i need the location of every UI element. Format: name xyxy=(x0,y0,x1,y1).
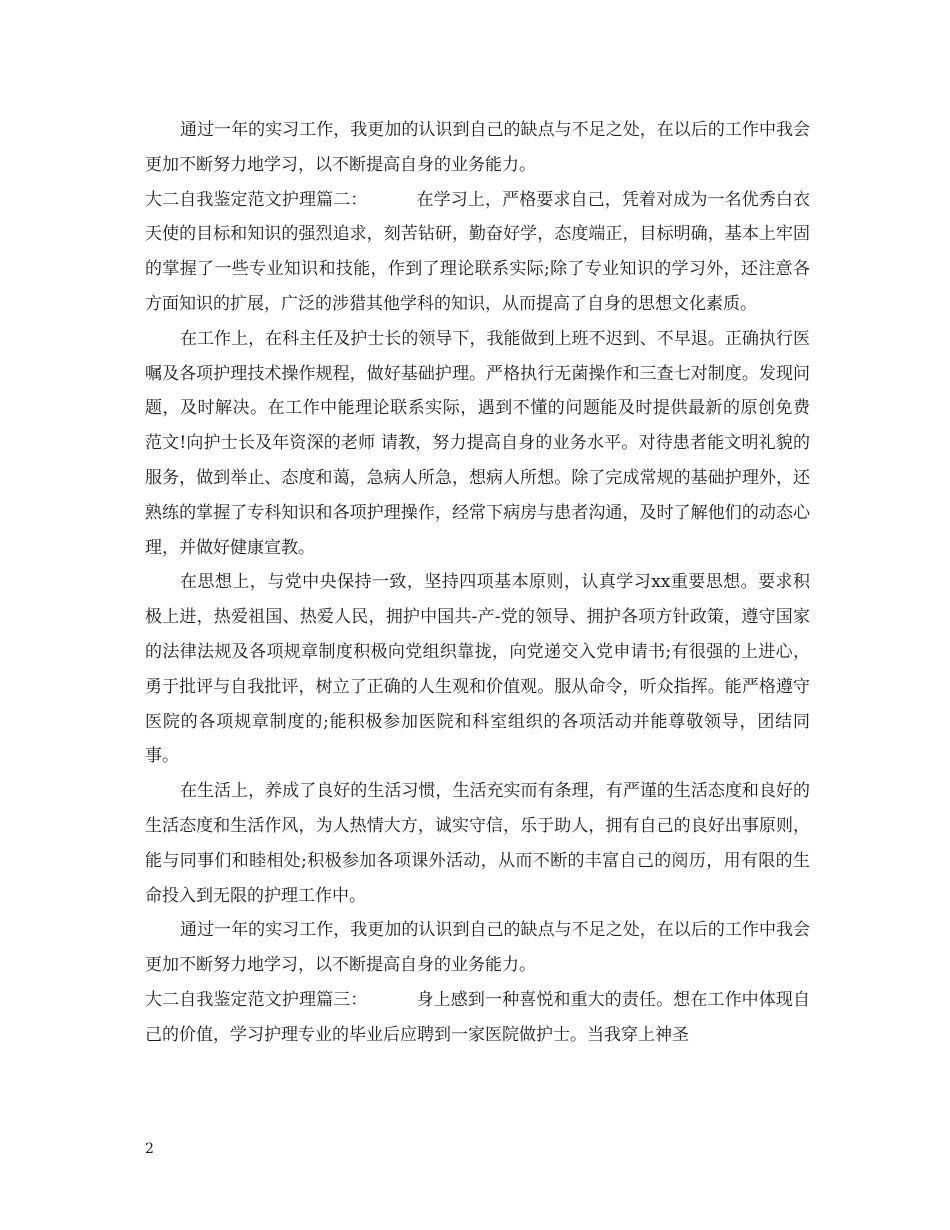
section-heading-paragraph-2 xyxy=(145,183,810,322)
section-heading-paragraph-3 xyxy=(145,983,810,1053)
paragraph-thought xyxy=(145,565,810,774)
paragraph-text: 在生活上，养成了良好的生活习惯，生活充实而有条理，有严谨的生活态度和良好的生活态度和生活作风，为人热情大方，诚实守信，乐于助人，拥有自己的良好出事原则，能与同事们和睦相处;积极参加各项课外活动，从而不断的丰富自己的阅历，用有限的生命投入到无限的护理工作中。 xyxy=(145,781,810,906)
document-body xyxy=(145,113,810,1053)
paragraph-text: 通过一年的实习工作，我更加的认识到自己的缺点与不足之处，在以后的工作中我会更加不断努力地学习，以不断提高自身的业务能力。 xyxy=(145,120,810,175)
page-number: 2 xyxy=(145,1141,154,1157)
paragraph-text: 通过一年的实习工作，我更加的认识到自己的缺点与不足之处，在以后的工作中我会更加不断努力地学习，以不断提高自身的业务能力。 xyxy=(145,920,810,976)
section-heading: 大二自我鉴定范文护理篇三： xyxy=(145,989,368,1010)
paragraph-summary-2 xyxy=(145,913,810,983)
paragraph-text: 在学习上，严格要求自己，凭着对成为一名优秀白衣天使的目标和知识的强烈追求，刻苦钻研，勤奋好学，态度端正，目标明确，基本上牢固的掌握了一些专业知识和技能，作到了理论联系实际;除了专业知识的学习外，还注意各方面知识的扩展，广泛的涉猎其他学科的知识，从而提高了自身的思想文化素质。 xyxy=(145,189,811,314)
paragraph-text: 在思想上，与党中央保持一致，坚持四项基本原则，认真学习xx重要思想。要求积极上进，热爱祖国、热爱人民，拥护中国共-产-党的领导、拥护各项方针政策，遵守国家的法律法规及各项规章制度积极向党组织靠拢，向党递交入党申请书;有很强的上进心，勇于批评与自我批评，树立了正确的人生观和价值观。服从命令，听众指挥。能严格遵守医院的各项规章制度的;能积极参加医院和科室组织的各项活动并能尊敬领导，团结同事。 xyxy=(145,572,810,767)
paragraph-life xyxy=(145,774,810,913)
paragraph-summary-1 xyxy=(145,113,810,183)
paragraph-text: 身上感到一种喜悦和重大的责任。想在工作中体现自己的价值，学习护理专业的毕业后应聘到一家医院做护士。当我穿上神圣 xyxy=(145,989,811,1045)
paragraph-work xyxy=(145,322,810,566)
paragraph-text: 在工作上，在科主任及护士长的领导下，我能做到上班不迟到、不早退。正确执行医嘱及各项护理技术操作规程，做好基础护理。严格执行无菌操作和三查七对制度。发现问题，及时解决。在工作中能理论联系实际，遇到不懂的问题能及时提供最新的原创免费 范文!向护士长及年资深的老师 请教，努力提高自身的业务水平。对待患者能文明礼貌的服务，做到举止、态度和蔼，急病人所急，想病人所想。除了完成常规的基础护理外，还熟练的掌握了专科知识和各项护理操作，经常下病房与患者沟通，及时了解他们的动态心理，并做好健康宣教。 xyxy=(145,328,810,558)
section-heading: 大二自我鉴定范文护理篇二： xyxy=(145,189,368,210)
